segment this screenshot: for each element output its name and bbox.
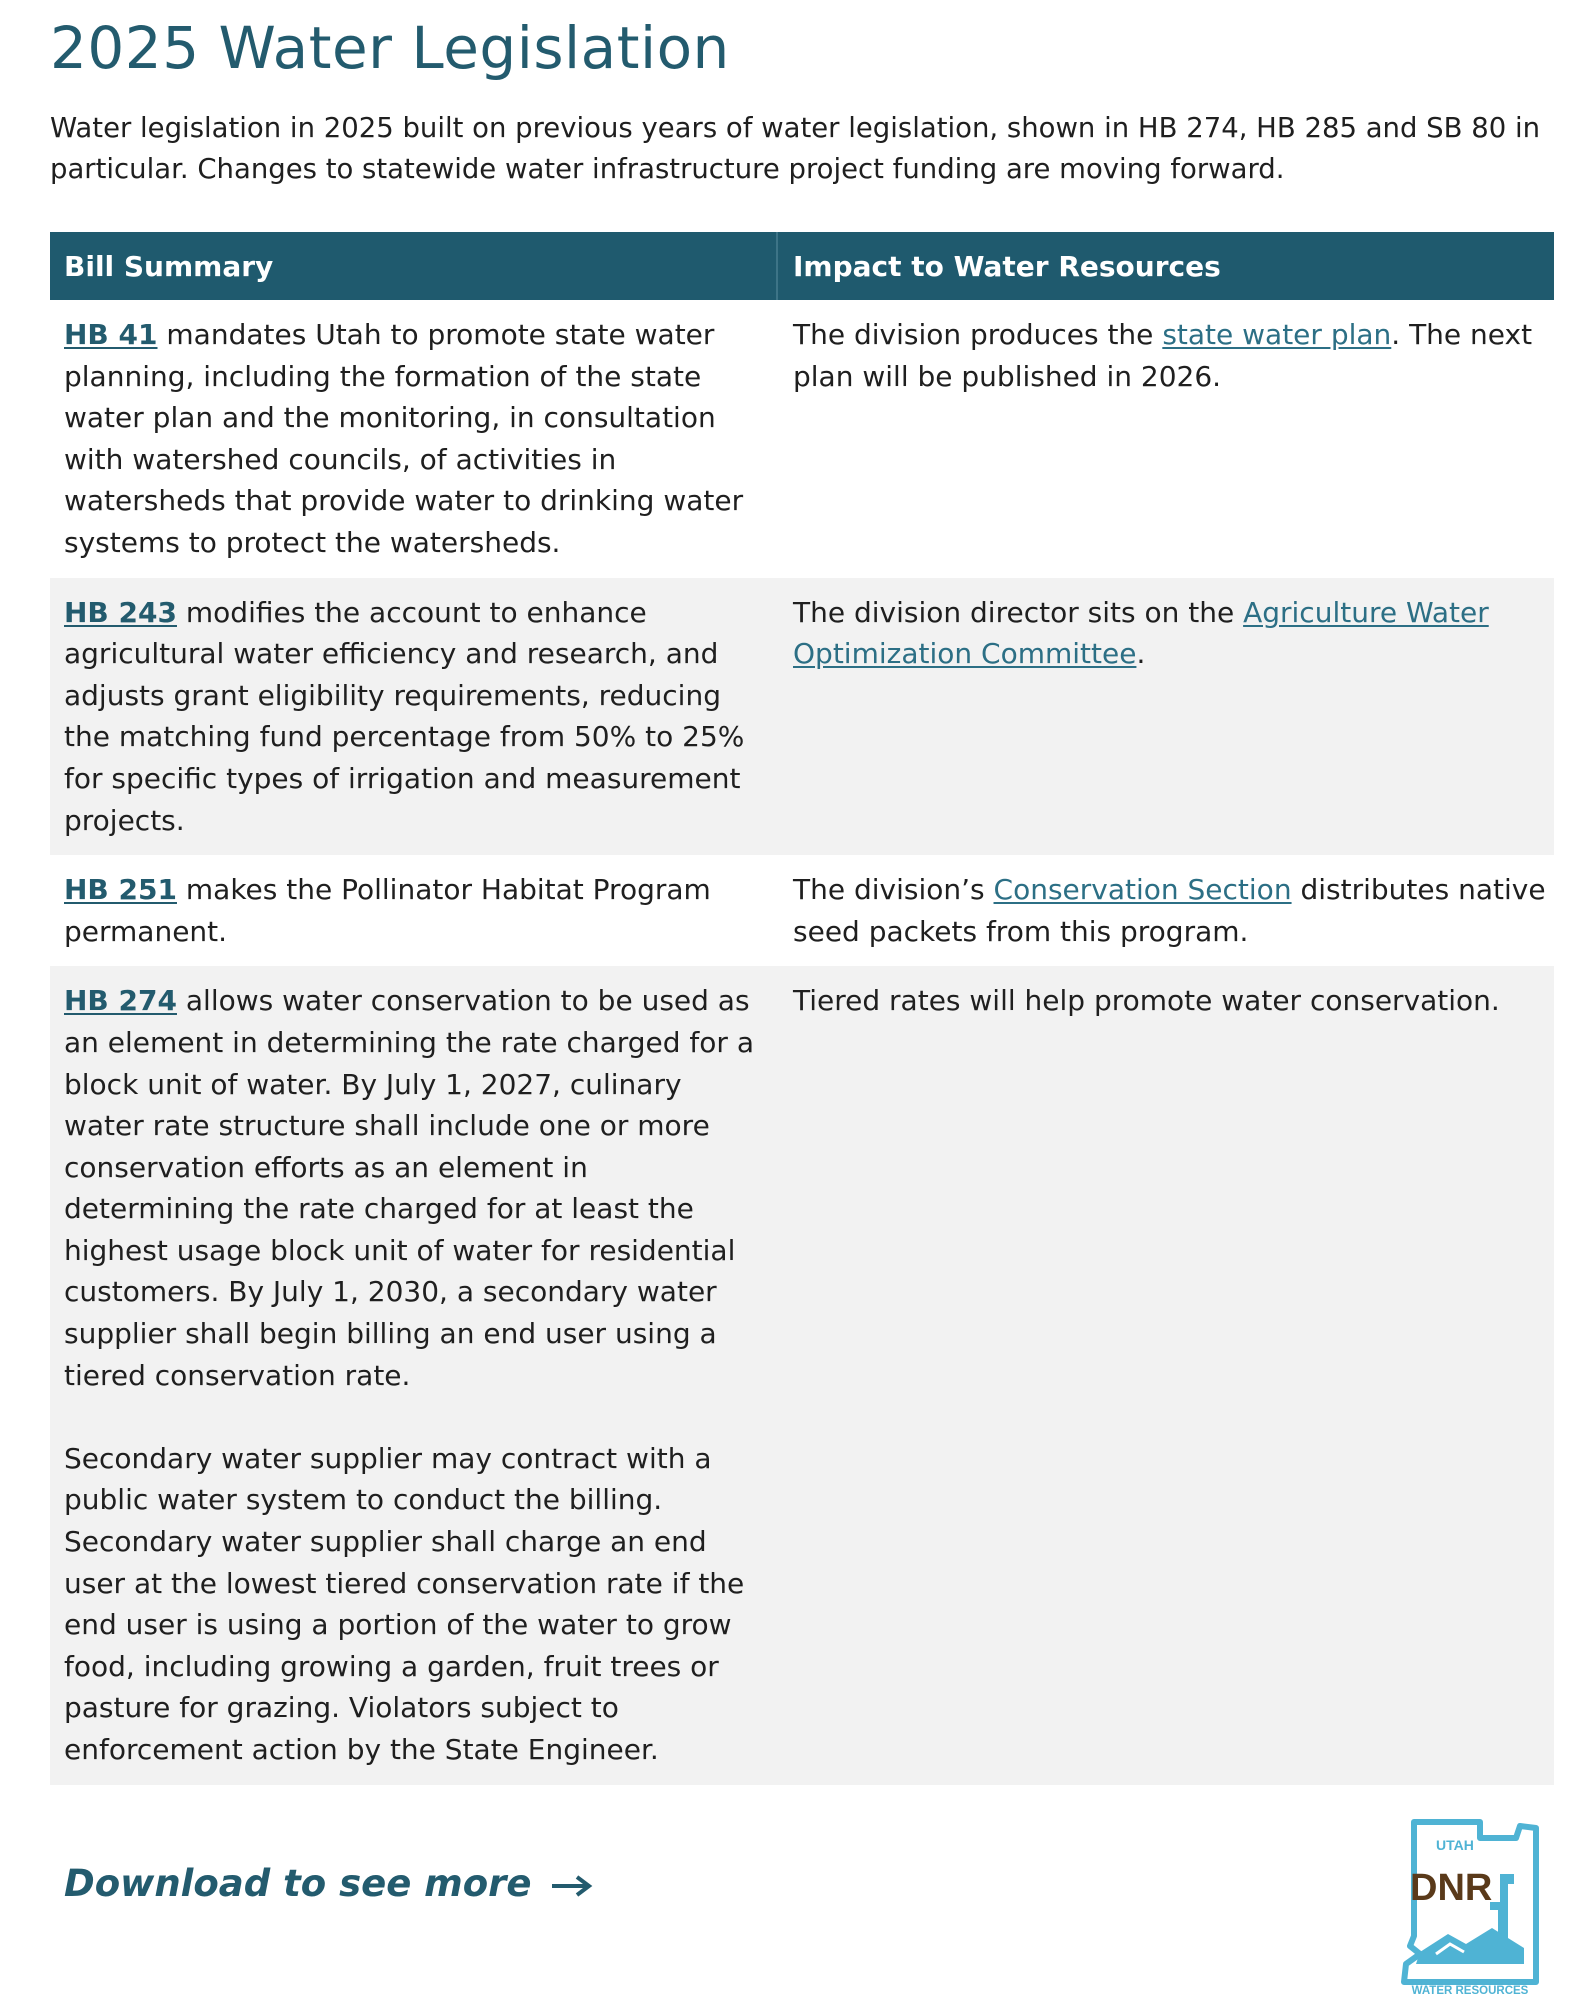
table-row <box>50 966 1554 1784</box>
header-bill-summary: Bill Summary <box>50 232 777 300</box>
logo-main-text: DNR <box>1410 1867 1493 1909</box>
page-title: 2025 Water Legislation <box>50 14 730 82</box>
impact-text: The division produces the <box>793 318 1163 351</box>
impact-cell <box>777 855 1554 966</box>
bill-summary-cell <box>50 855 777 966</box>
conservation-section-link[interactable]: Conservation Section <box>993 873 1292 907</box>
bill-summary-text-2: Secondary water supplier may contract with a public water system to conduct the billing. Secondary water supplier shall charge an end user at the lowest tiered conservation rate if the end user is using a portion of the water to grow food, including growing a garden, fruit trees or pasture for grazing. Violators subject to enforcement action by the State Engineer. <box>64 1441 745 1766</box>
bill-summary-cell <box>50 578 777 856</box>
agriculture-committee-link[interactable]: Agriculture Water Optimization Committee <box>793 595 1489 671</box>
bill-summary-text: makes the Pollinator Habitat Program permanent. <box>64 873 711 948</box>
impact-text: The division director sits on the <box>793 595 1244 629</box>
bill-summary-cell <box>50 966 777 1784</box>
download-link[interactable] <box>64 1862 594 1905</box>
impact-cell <box>777 300 1554 578</box>
impact-text: . <box>1136 637 1146 671</box>
table-row <box>50 300 1554 578</box>
bill-summary-text: modifies the account to enhance agricultural water efficiency and research, and adjusts grant eligibility requirements, reducing the matching fund percentage from 50% to 25% for specific types of irrigation and measurement projects. <box>64 595 745 837</box>
bill-summary-text: mandates Utah to promote state water planning, including the formation of the state water plan and the monitoring, in consultation with watershed councils, of activities in watersheds that provide water to drinking water systems to protect the watersheds. <box>64 318 744 559</box>
bill-link-hb243[interactable]: HB 243 <box>64 595 177 629</box>
bill-link-hb41[interactable]: HB 41 <box>64 318 158 351</box>
logo-bottom-text: WATER RESOURCES <box>1411 1985 1529 1996</box>
impact-text: Tiered rates will help promote water conservation. <box>793 984 1500 1018</box>
logo-top-text: UTAH <box>1436 1837 1474 1853</box>
bill-link-hb274[interactable]: HB 274 <box>64 984 177 1018</box>
state-water-plan-link[interactable]: state water plan <box>1162 318 1392 351</box>
bill-link-hb251[interactable]: HB 251 <box>64 873 177 907</box>
table-row <box>50 855 1554 966</box>
download-label: Download to see more <box>64 1862 532 1905</box>
legislation-table <box>50 232 1554 1785</box>
intro-paragraph: Water legislation in 2025 built on previous years of water legislation, shown in HB 274, HB 285 and SB 80 in particular. Changes to statewide water infrastructure project funding are moving forward. <box>50 112 1541 185</box>
impact-text: distributes native seed packets from this program. <box>793 873 1546 948</box>
bill-summary-cell <box>50 300 777 578</box>
impact-text: . The next plan will be published in 2026. <box>793 318 1533 393</box>
header-impact: Impact to Water Resources <box>777 232 1554 300</box>
table-row <box>50 578 1554 856</box>
impact-cell <box>777 966 1554 1784</box>
impact-cell <box>777 578 1554 856</box>
utah-dnr-water-resources-logo <box>1396 1814 1544 1996</box>
table-header-row <box>50 232 1554 300</box>
bill-summary-text: allows water conservation to be used as an element in determining the rate charged for a block unit of water. By July 1, 2027, culinary water rate structure shall include one or more conservation efforts as an element in determining the rate charged for at least the highest usage block unit of water for residential customers. By July 1, 2030, a secondary water supplier shall begin billing an end user using a tiered conservation rate. <box>64 984 754 1392</box>
impact-text: The division’s <box>793 873 994 907</box>
arrow-right-icon <box>550 1874 594 1898</box>
